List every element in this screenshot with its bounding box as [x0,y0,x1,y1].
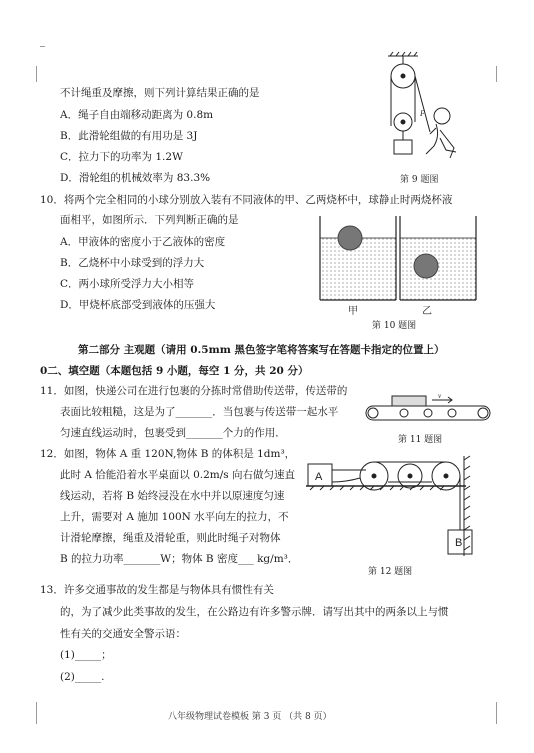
q9-option-d: D．滑轮组的机械效率为 83.3% [60,172,211,184]
q12-line4: 上升，需要对 A 施加 100N 水平向左的拉力，不 [60,511,289,523]
q10-option-c: C．两小球所受浮力大小相等 [60,278,195,290]
q10-label-yi: 乙 [422,306,432,317]
q13-answer2: (2)_____. [60,671,105,683]
q13-line1: 13．许多交通事故的发生都是与物体具有惯性有关 [40,584,274,596]
q13-line3: 性有关的交通安全警示语： [60,628,186,640]
crop-mark-tiny [40,46,45,47]
q9-pulley-figure [370,50,490,170]
q11-conveyor-figure [362,392,492,432]
q9-stem: 不计绳重及摩擦，则下列计算结果正确的是 [60,87,260,99]
q9-option-c: C．拉力下的功率为 1.2W [60,151,183,163]
q11-figure-caption: 第 11 题图 [398,435,443,445]
q11-line3: 匀速直线运动时，包裹受到_______个力的作用． [60,427,286,439]
q10-option-b: B．乙烧杯中小球受到的浮力大 [60,257,205,269]
q10-label-jia: 甲 [348,306,358,317]
q9-option-b: B．此滑轮组做的有用功是 3J [60,130,198,142]
q13-answer1: (1)_____； [60,649,112,661]
q10-ball-yi [414,254,438,278]
q11-v-label: v [438,392,442,400]
q10-beakers-figure [318,214,478,304]
q12-block-b-label: B [455,537,463,549]
q12-pulley-figure [306,456,486,556]
crop-mark-bottom-right [496,702,497,724]
part2-heading: 第二部分 主观题（请用 0.5mm 黑色签字笔将答案写在答题卡指定的位置上） [78,344,445,356]
crop-mark-top-right [496,66,497,82]
q10-line1: 10．将两个完全相同的小球分别放入装有不同液体的甲、乙两烧杯中，球静止时两烧杯液 [40,194,453,206]
q12-line3: 线运动，若将 B 始终浸没在水中并以原速度匀速 [60,490,285,502]
q9-figure-caption: 第 9 题图 [400,175,439,185]
q10-figure-caption: 第 10 题图 [372,321,417,331]
q12-line2: 此时 A 恰能沿着水平桌面以 0.2m/s 向右做匀速直 [60,469,296,481]
q10-line2: 面相平，如图所示．下列判断正确的是 [60,214,239,226]
q11-line2: 表面比较粗糙，这是为了_______．当包裹与传送带一起水平 [60,406,339,418]
q12-line1: 12．如图，物体 A 重 120N,物体 B 的体积是 1dm³， [40,448,296,460]
part2-section-title: 0二、填空题（本题包括 9 小题，每空 1 分，共 20 分） [40,365,309,377]
q11-line1: 11．如图，快递公司在进行包裹的分拣时常借助传送带，传送带的 [40,385,348,397]
q10-ball-jia [338,226,362,250]
crop-mark-bottom-left [36,702,37,724]
page-footer: 八年级物理试卷模板 第 3 页 （共 8 页） [168,712,332,722]
q9-option-a: A．绳子自由端移动距离为 0.8m [60,109,214,121]
q12-figure-caption: 第 12 题图 [368,567,413,577]
q13-line2: 的，为了减少此类事故的发生，在公路边有许多警示牌．请写出其中的两条以上与惯 [60,606,449,618]
q12-line5: 计滑轮摩擦，绳重及滑轮重，则此时绳子对物体 [60,532,281,544]
q10-option-a: A．甲液体的密度小于乙液体的密度 [60,236,226,248]
crop-mark-top-left [36,66,37,82]
q10-option-d: D．甲烧杯底部受到液体的压强大 [60,299,216,311]
q12-line6: B 的拉力功率_______W；物体 B 密度___ kg/m³． [60,553,299,565]
q9-f-label: F [420,109,425,118]
q12-block-a-label: A [315,471,323,483]
